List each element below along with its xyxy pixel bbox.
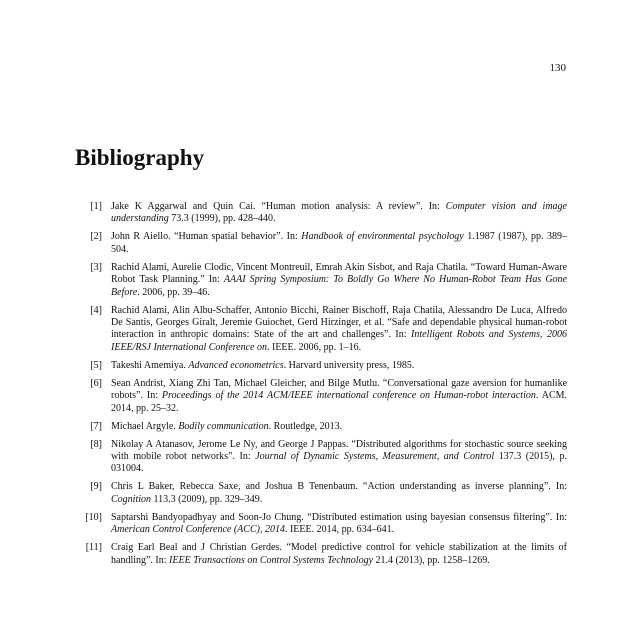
reference-authors: Jake K Aggarwal and Quin Cai. (111, 201, 262, 212)
reference-venue: Advanced econometrics (188, 359, 284, 371)
reference-text (111, 231, 567, 256)
reference-number: [9] (90, 481, 102, 493)
reference-item (75, 542, 567, 567)
reference-title: “Action understanding as inverse planning”. In: (363, 481, 567, 493)
reference-title: “Toward Human-Aware Robot Task Planning.” In: (111, 261, 568, 286)
reference-text (111, 512, 567, 537)
reference-venue: AAAI Spring Symposium: To Boldly Go Where No Human-Robot Team Has Gone Before (111, 274, 567, 298)
reference-authors: Craig Earl Beal and J Christian Gerdes. (111, 542, 287, 554)
reference-text (111, 542, 567, 567)
reference-number: [10] (85, 511, 102, 523)
reference-number: [11] (85, 542, 102, 554)
reference-authors: John R Aiello. (111, 231, 175, 243)
reference-details: . ACM. 2014, pp. 25–32. (111, 390, 568, 414)
reference-title: “Distributed algorithms for stochastic source seeking with mobile robot networks”. In: (111, 438, 567, 463)
reference-title: “Distributed estimation using bayesian consensus filtering”. In: (307, 511, 567, 523)
reference-text (111, 201, 567, 226)
reference-venue: Proceedings of the 2014 ACM/IEEE international conference on Human-robot interaction (161, 390, 536, 402)
reference-venue: Journal of Dynamic Systems, Measurement, and Control (255, 451, 495, 463)
page-title: Bibliography (75, 145, 205, 170)
reference-details: 21.4 (2013), pp. 1258–1269. (373, 554, 490, 566)
reference-venue: Computer vision and image understanding (111, 201, 567, 225)
page-number: 130 (549, 62, 566, 74)
reference-details: . IEEE. 2006, pp. 1–16. (266, 341, 362, 353)
reference-venue: Handbook of environmental psychology (301, 231, 464, 243)
reference-authors: Chris L Baker, Rebecca Saxe, and Joshua B Tenenbaum. (111, 481, 364, 493)
reference-text (111, 378, 567, 415)
reference-venue: IEEE Transactions on Control Systems Technology (169, 554, 374, 566)
reference-title: “Human spatial behavior”. In: (174, 231, 302, 243)
reference-text (111, 360, 567, 372)
reference-item (75, 421, 567, 433)
reference-authors: Saptarshi Bandyopadhyay and Soon-Jo Chung. (111, 511, 308, 523)
reference-title: “Conversational gaze aversion for humanlike robots”. In: (111, 377, 568, 402)
reference-venue: Cognition (111, 493, 152, 505)
reference-text (111, 481, 567, 506)
reference-details: . IEEE. 2014, pp. 634–641. (284, 524, 395, 536)
reference-authors: Michael Argyle. (111, 420, 179, 432)
reference-number: [8] (90, 438, 102, 450)
reference-item (75, 305, 567, 355)
reference-item (75, 231, 567, 256)
reference-item (75, 481, 567, 506)
reference-title: “Human motion analysis: A review”. In: (261, 201, 446, 212)
reference-details: 73.3 (1999), pp. 428–440. (168, 213, 276, 225)
reference-authors: Takeshi Amemiya. (111, 359, 189, 371)
reference-details: 113.3 (2009), pp. 329–349. (151, 493, 263, 505)
reference-item (75, 262, 567, 299)
reference-authors: Rachid Alami, Aurelie Clodic, Vincent Montreuil, Emrah Akin Sisbot, and Raja Chatila. (111, 261, 471, 273)
reference-title: “Model predictive control for vehicle stabilization at the limits of handling”. In: (111, 542, 567, 566)
reference-venue: Intelligent Robots and Systems, 2006 IEEE/RSJ International Conference on (111, 329, 567, 353)
reference-text (111, 305, 567, 355)
reference-text (111, 439, 567, 476)
reference-details: . 2006, pp. 39–46. (137, 286, 210, 298)
reference-details: . Routledge, 2013. (268, 420, 343, 432)
reference-venue: Bodily communication (178, 420, 269, 432)
reference-number: [3] (90, 261, 102, 273)
reference-number: [7] (90, 420, 102, 432)
reference-item (75, 439, 567, 476)
reference-number: [4] (90, 304, 102, 316)
reference-title: “Safe and dependable physical human-robot interaction in anthropic domains: State of the art and challenges”. In: (111, 317, 567, 341)
reference-text (111, 262, 567, 299)
reference-item (75, 512, 567, 537)
reference-text (111, 421, 567, 433)
reference-number: [6] (90, 377, 102, 389)
reference-details: 137.3 (2015), p. 031004. (111, 451, 567, 475)
reference-list (75, 201, 567, 573)
reference-details: . Harvard university press, 1985. (283, 359, 415, 371)
reference-details: 1.1987 (1987), pp. 389–504. (111, 231, 567, 255)
reference-number: [2] (90, 231, 102, 243)
reference-venue: American Control Conference (ACC), 2014 (111, 524, 285, 536)
reference-item (75, 378, 567, 415)
reference-authors: Sean Andrist, Xiang Zhi Tan, Michael Gleicher, and Bilge Mutlu. (111, 377, 383, 389)
reference-number: [5] (90, 359, 102, 371)
reference-authors: Rachid Alami, Alin Albu-Schaffer, Antonio Bicchi, Rainer Bischoff, Raja Chatila, Alessandro De Luca, Alfredo De Santis, Georges Giralt, Jeremie Guiochet, Gerd Hirzinger, et al. (111, 304, 567, 329)
reference-item (75, 360, 567, 372)
reference-item (75, 201, 567, 226)
reference-authors: Nikolay A Atanasov, Jerome Le Ny, and George J Pappas. (111, 438, 352, 450)
reference-number: [1] (90, 201, 102, 212)
